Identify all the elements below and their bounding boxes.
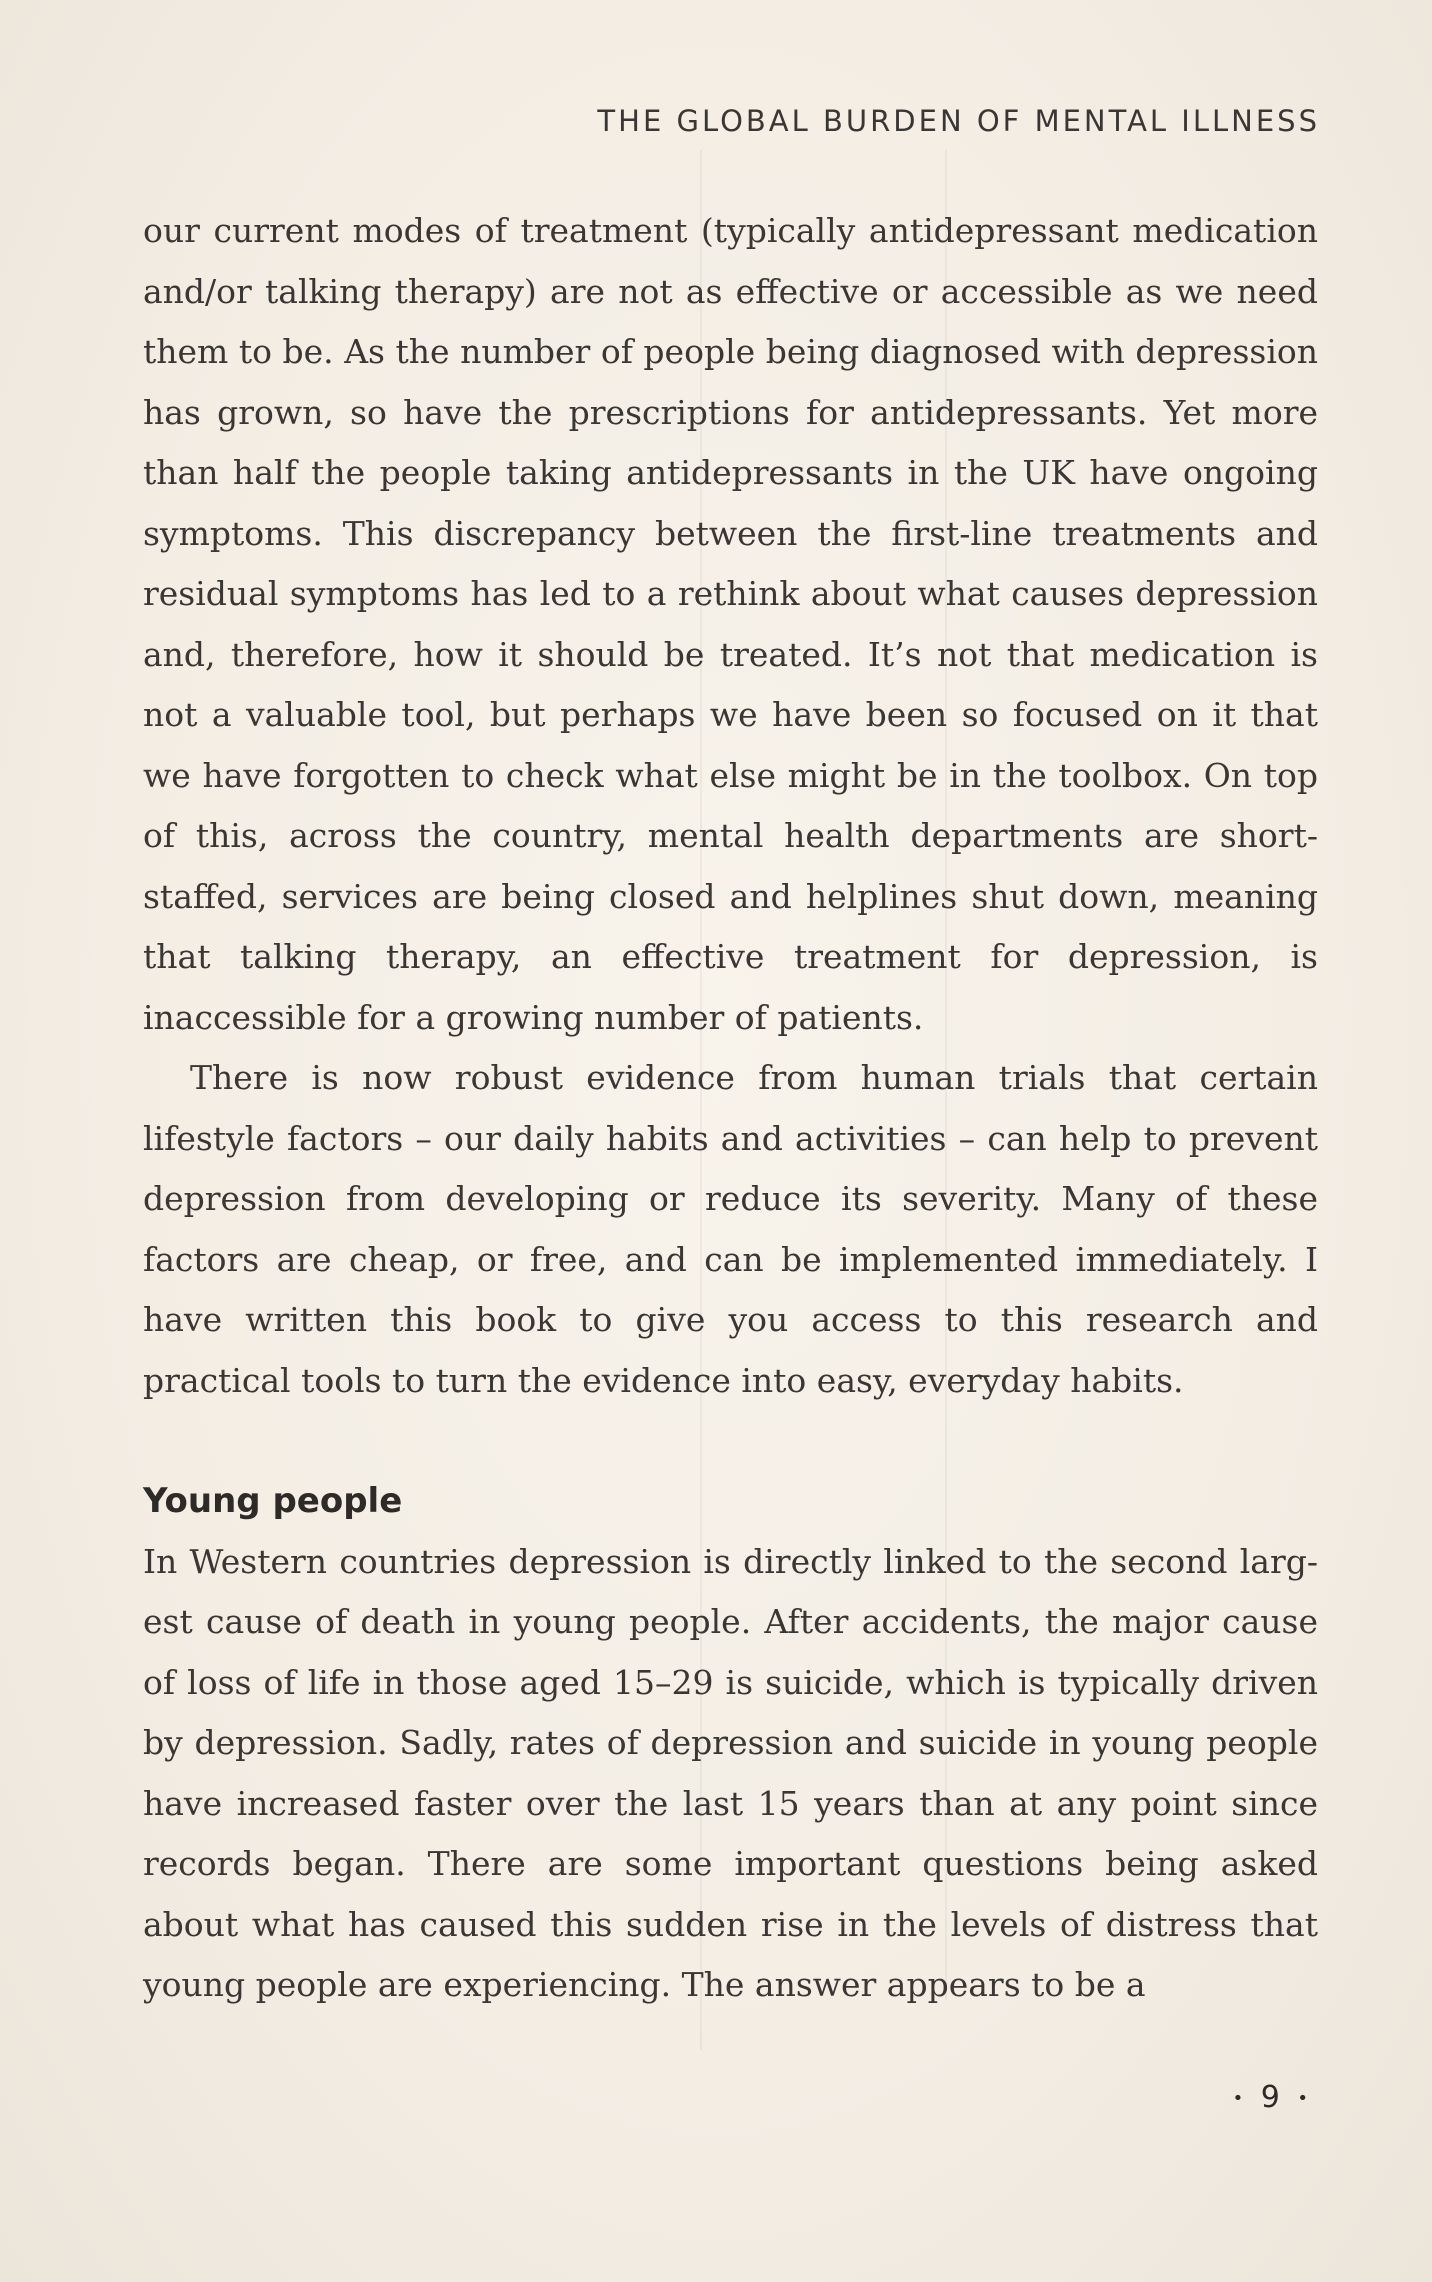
paragraph: our current modes of treatment (typically antidepressant medication and/or talking therapy) are not as effective or accessible as we need them to be. As the number of people being diagnosed with depression has grown, so have the prescriptions for antidepressants. Yet more than half the people taking antidepressants in the UK have ongoing symptoms. This discrepancy between the first-line treatments and residual symptoms has led to a rethink about what causes depression and, therefore, how it should be treated. It’s not that medication is not a valuable tool, but perhaps we have been so focused on it that we have forgotten to check what else might be in the toolbox. On top of this, across the country, mental health departments are short-staffed, services are being closed and helplines shut down, meaning that talking therapy, an effective treatment for depression, is inaccessible for a growing number of patients. [143, 211, 1318, 1037]
page-number [1233, 2080, 1312, 2115]
bullet-left: • [1232, 2088, 1248, 2109]
section-heading: Young people [143, 1481, 403, 1521]
page-number-value: 9 [1260, 2080, 1284, 2115]
body-text [143, 201, 1318, 2016]
paragraph: There is now robust evidence from human trials that certain lifestyle factors – our daily habits and activities – can help to prevent depression from developing or reduce its severity. Many of these factors are cheap, or free, and can be implemented immediately. I have written this book to give you access to this research and practical tools to turn the evidence into easy, everyday habits. [143, 1058, 1318, 1400]
running-head: THE GLOBAL BURDEN OF MENTAL ILLNESS [597, 104, 1320, 138]
bullet-right: • [1297, 2088, 1312, 2109]
paragraph: In Western countries depression is directly linked to the second largest cause of death in young people. After accidents, the major cause of loss of life in those aged 15–29 is suicide, which is typically driven by depression. Sadly, rates of depression and suicide in young people have increased faster over the last 15 years than at any point since records began. There are some important questions being asked about what has caused this sudden rise in the levels of distress that young people are experiencing. The answer appears to be a [143, 1541, 1318, 2004]
